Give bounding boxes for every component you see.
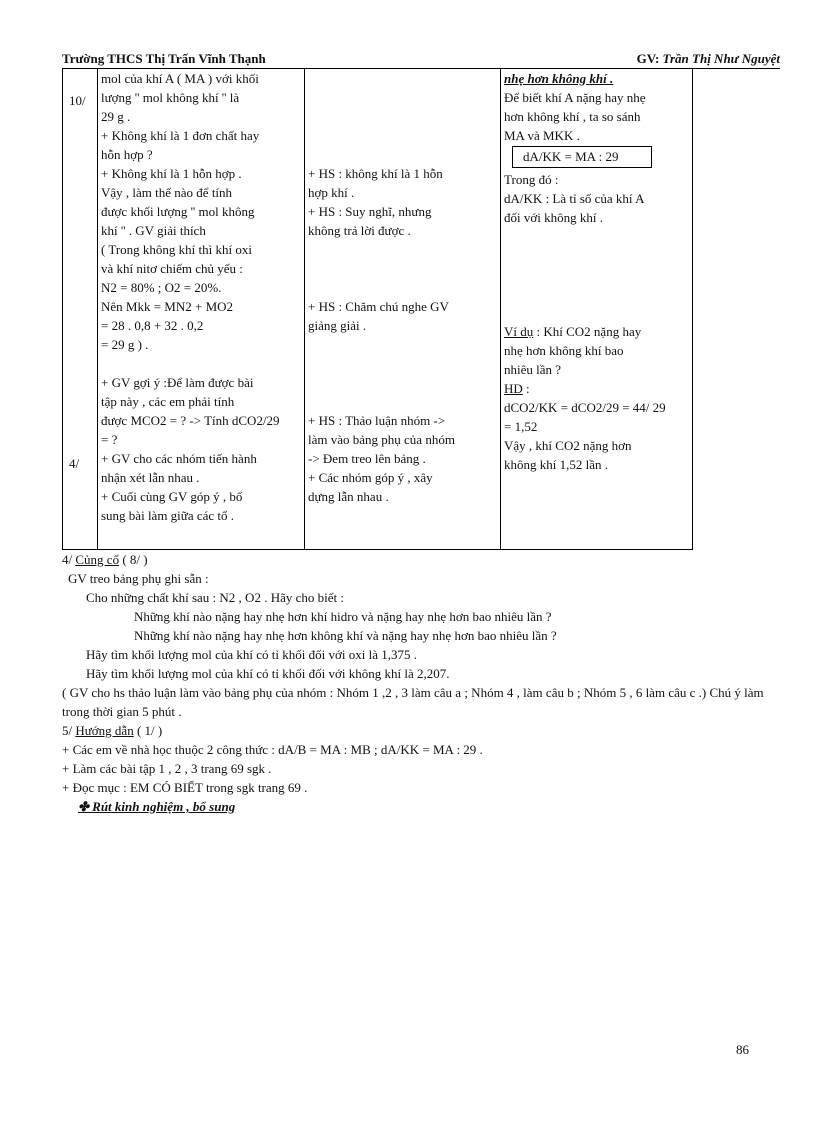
- teacher-name: Trần Thị Như Nguyệt: [662, 51, 780, 66]
- student-activity-line: [308, 240, 497, 259]
- hd-lines: [504, 398, 689, 474]
- section-4-line: GV treo bảng phụ ghi sẵn :: [68, 571, 209, 586]
- teacher-activity-line: + Không khí là 1 đơn chất hay: [101, 128, 260, 143]
- student-activity-line: không trả lời được .: [308, 223, 411, 238]
- teacher-activity-line: nhận xét lẫn nhau .: [101, 470, 200, 485]
- content-line: Vậy , khí CO2 nặng hơn: [504, 438, 632, 453]
- student-activity-line: [308, 373, 497, 392]
- student-activity-line: [308, 107, 497, 126]
- page-number: 86: [736, 1042, 749, 1057]
- table-row: [63, 69, 693, 550]
- section-4-time: ( 8/ ): [119, 552, 148, 567]
- content-line: = 1,52: [504, 419, 538, 434]
- student-activity-line: làm vào bảng phụ của nhóm: [308, 432, 455, 447]
- teacher-activity-cell: [98, 69, 305, 550]
- content-line: Để biết khí A nặng hay nhẹ: [504, 90, 646, 105]
- time-mark-1: 10/: [69, 93, 86, 108]
- section-4-line: Hãy tìm khối lượng mol của khí có tỉ khối đối với không khí là 2,207.: [86, 666, 450, 681]
- student-activity-line: [308, 88, 497, 107]
- experience-heading: ✤ Rút kinh nghiệm , bổ sung: [78, 799, 236, 814]
- student-activity-line: giảng giải .: [308, 318, 367, 333]
- hd-colon: :: [522, 381, 530, 396]
- teacher-activity-line: Vậy , làm thế nào để tính: [101, 185, 233, 200]
- section-4-heading: [62, 550, 792, 569]
- content-line: dA/KK : Là tỉ số của khí A: [504, 191, 645, 206]
- teacher-activity-line: hỗn hợp ?: [101, 147, 153, 162]
- student-activity-line: [308, 354, 497, 373]
- student-activity-line: + HS : Suy nghĩ, nhưng: [308, 204, 432, 219]
- teacher-activity-line: được khối lượng '' mol không: [101, 204, 255, 219]
- content-cell: [501, 69, 693, 550]
- hd-label: HD: [504, 381, 523, 396]
- teacher-activity-line: = 29 g ) .: [101, 337, 149, 352]
- teacher-activity-line: khí '' . GV giải thích: [101, 223, 206, 238]
- teacher-label: GV:: [636, 51, 663, 66]
- student-activity-line: + Các nhóm góp ý , xây: [308, 470, 433, 485]
- section-4-line: Hãy tìm khối lượng mol của khí có tỉ khối đối với oxi là 1,375 .: [86, 647, 417, 662]
- hd-line: [504, 379, 689, 398]
- section-4-line: Những khí nào nặng hay nhẹ hơn không khí và nặng hay nhẹ hơn bao nhiêu lần ?: [134, 628, 557, 643]
- teacher-credit: [637, 51, 780, 67]
- content-line: Trong đó :: [504, 172, 559, 187]
- section-4-title: Củng cố: [75, 552, 120, 567]
- teacher-activity-line: Nên Mkk = MN2 + MO2: [101, 299, 234, 314]
- section-5-line: + Làm các bài tập 1 , 2 , 3 trang 69 sgk .: [62, 761, 272, 776]
- content-line: MA và MKK .: [504, 128, 580, 143]
- time-column: [63, 69, 98, 550]
- student-activity-line: [308, 69, 497, 88]
- teacher-activity-line: = ?: [101, 432, 118, 447]
- school-name: Trường THCS Thị Trấn Vĩnh Thạnh: [62, 51, 266, 66]
- student-activity-line: dựng lẫn nhau .: [308, 489, 389, 504]
- teacher-activity-line: = 28 . 0,8 + 32 . 0,2: [101, 318, 204, 333]
- content-intro-lines: [504, 88, 689, 145]
- content-line: không khí 1,52 lần .: [504, 457, 608, 472]
- section-4-number: 4/: [62, 552, 76, 567]
- example-line: [504, 322, 689, 341]
- teacher-activity-line: lượng '' mol không khí '' là: [101, 90, 240, 105]
- student-activity-cell: [305, 69, 501, 550]
- teacher-activity-line: 29 g .: [101, 109, 131, 124]
- teacher-activity-line: N2 = 80% ; O2 = 20%.: [101, 280, 222, 295]
- page-header: [62, 51, 780, 69]
- teacher-activity-line: + GV cho các nhóm tiến hành: [101, 451, 257, 466]
- student-activity-line: [308, 335, 497, 354]
- teacher-activity-line: tập này , các em phải tính: [101, 394, 235, 409]
- section-5-number: 5/: [62, 723, 76, 738]
- section-4-line: Những khí nào nặng hay nhẹ hơn khí hidro và nặng hay nhẹ hơn bao nhiêu lần ?: [134, 609, 552, 624]
- section-5-line: + Đọc mục : EM CÓ BIẾT trong sgk trang 69 .: [62, 780, 308, 795]
- student-activity-line: + HS : không khí là 1 hỗn: [308, 166, 443, 181]
- content-line: hơn không khí , ta so sánh: [504, 109, 641, 124]
- teacher-activity-lines: [101, 69, 301, 525]
- section-4-line: Cho những chất khí sau : N2 , O2 . Hãy cho biết :: [86, 590, 344, 605]
- example-lines: [504, 341, 689, 379]
- teacher-activity-line: + Không khí là 1 hỗn hợp .: [101, 166, 242, 181]
- content-line: đối với không khí .: [504, 210, 603, 225]
- teacher-activity-line: [101, 354, 301, 373]
- lesson-table: [62, 68, 693, 550]
- student-activity-line: + HS : Chăm chú nghe GV: [308, 299, 449, 314]
- teacher-activity-line: mol của khí A ( MA ) với khối: [101, 71, 259, 86]
- section-5-heading: [62, 721, 792, 740]
- student-activity-line: + HS : Thảo luận nhóm ->: [308, 413, 446, 428]
- teacher-activity-line: và khí nitơ chiếm chủ yếu :: [101, 261, 243, 276]
- example-text: : Khí CO2 nặng hay: [533, 324, 642, 339]
- content-line: dCO2/KK = dCO2/29 = 44/ 29: [504, 400, 666, 415]
- content-definition-lines: [504, 170, 689, 227]
- section-4-line: ( GV cho hs thảo luận làm vào bảng phụ của nhóm : Nhóm 1 ,2 , 3 làm câu a ; Nhóm 4 , làm câu b ; Nhóm 5 , 6 làm câu c .) Chú ý làm trong thời gian 5 phút .: [62, 685, 764, 719]
- section-5-time: ( 1/ ): [133, 723, 163, 738]
- content-line: nhiêu lần ?: [504, 362, 562, 377]
- teacher-activity-line: sung bài làm giữa các tổ .: [101, 508, 235, 523]
- student-activity-line: [308, 145, 497, 164]
- teacher-activity-line: ( Trong không khí thì khí oxi: [101, 242, 252, 257]
- section-5-line: + Các em về nhà học thuộc 2 công thức : dA/B = MA : MB ; dA/KK = MA : 29 .: [62, 742, 483, 757]
- student-activity-line: hợp khí .: [308, 185, 355, 200]
- content-line: nhẹ hơn không khí bao: [504, 343, 624, 358]
- formula-box: dA/KK = MA : 29: [512, 146, 652, 168]
- teacher-activity-line: được MCO2 = ? -> Tính dCO2/29: [101, 413, 280, 428]
- student-activity-line: [308, 392, 497, 411]
- student-activity-line: [308, 259, 497, 278]
- student-activity-lines: [308, 69, 497, 506]
- section-5-title: Hướng dẫn: [75, 723, 134, 738]
- lesson-continuation: [62, 550, 792, 816]
- teacher-activity-line: + Cuối cùng GV góp ý , bổ: [101, 489, 243, 504]
- content-title: nhẹ hơn không khí .: [504, 71, 614, 86]
- student-activity-line: [308, 126, 497, 145]
- example-label: Ví dụ: [504, 324, 534, 339]
- teacher-activity-line: + GV gợi ý :Để làm được bài: [101, 375, 254, 390]
- student-activity-line: -> Đem treo lên bảng .: [308, 451, 426, 466]
- time-mark-2: 4/: [69, 456, 80, 471]
- student-activity-line: [308, 278, 497, 297]
